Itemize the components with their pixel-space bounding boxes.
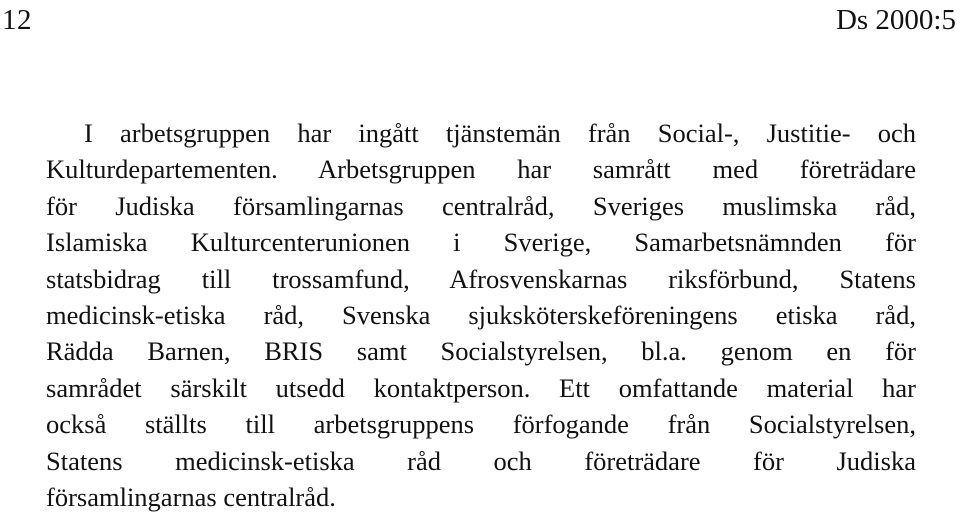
paragraph-line: församlingarnas centralråd.	[46, 481, 336, 512]
document-reference: Ds 2000:5	[835, 4, 956, 36]
paragraph-line: Statens medicinsk-etiska råd och företrädare för Judiska	[46, 445, 916, 476]
paragraph-line: också ställts till arbetsgruppens förfogande från Socialstyrelsen,	[46, 409, 916, 440]
paragraph-line: Kulturdepartementen. Arbetsgruppen har samrått med företrädare	[46, 154, 916, 185]
paragraph-line: I arbetsgruppen har ingått tjänstemän från Social-, Justitie- och	[84, 118, 916, 148]
paragraph-line: statsbidrag till trossamfund, Afrosvenskarnas riksförbund, Statens	[46, 263, 916, 294]
paragraph-line: Islamiska Kulturcenterunionen i Sverige, Samarbetsnämnden för	[46, 227, 916, 258]
paragraph-line: medicinsk-etiska råd, Svenska sjuksköterskeföreningens etiska råd,	[46, 299, 916, 330]
paragraph-line: Rädda Barnen, BRIS samt Socialstyrelsen, bl.a. genom en för	[46, 336, 916, 367]
paragraph-line: för Judiska församlingarnas centralråd, Sveriges muslimska råd,	[46, 190, 916, 221]
page-number: 12	[2, 4, 32, 36]
paragraph-line: samrådet särskilt utsedd kontaktperson. Ett omfattande material har	[46, 372, 916, 403]
body-paragraph	[46, 115, 916, 515]
